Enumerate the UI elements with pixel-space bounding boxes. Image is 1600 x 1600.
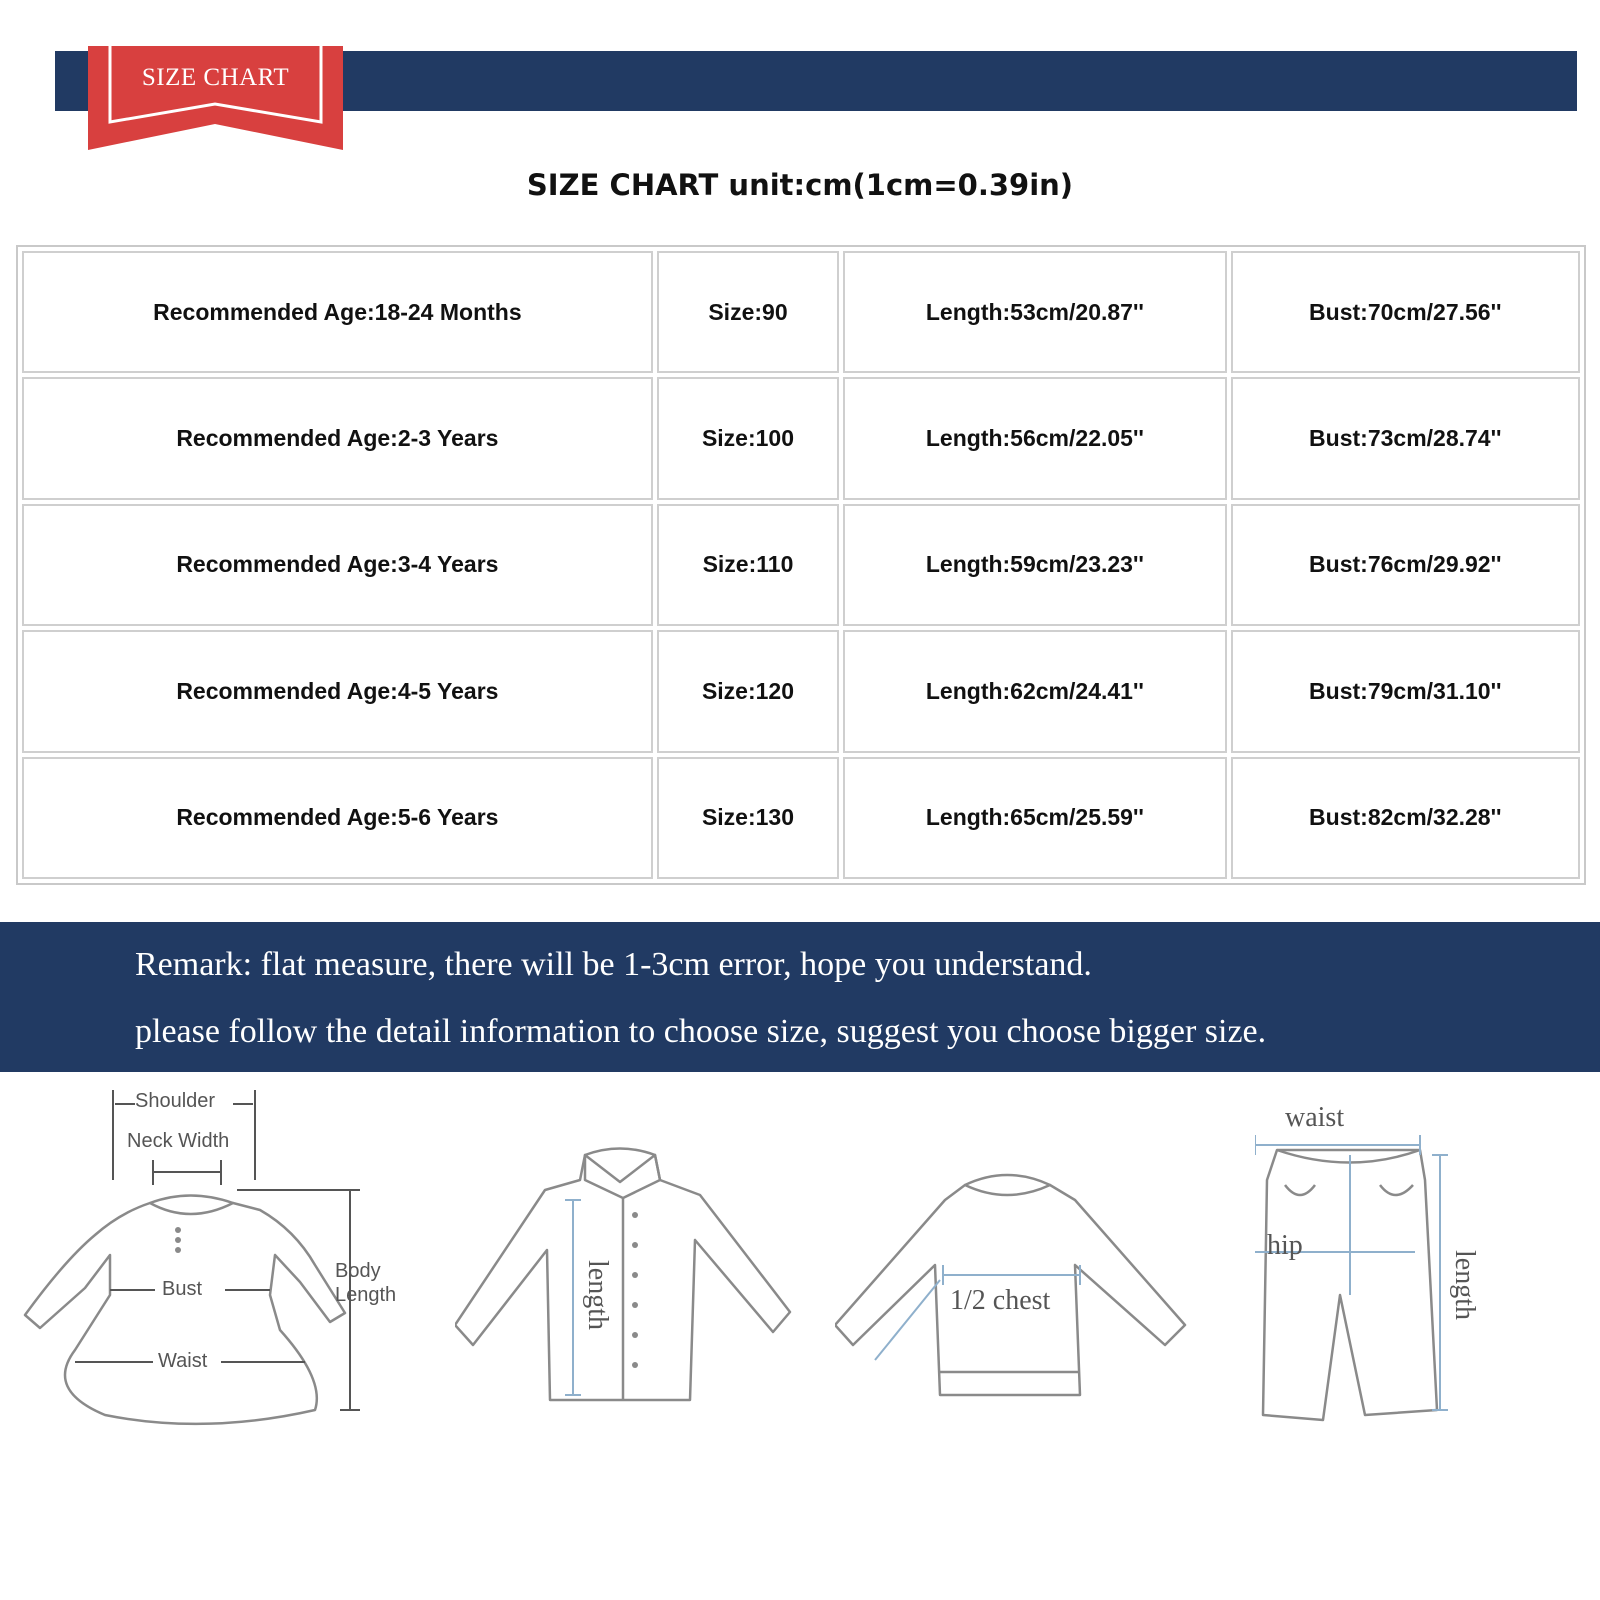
shirt-diagram — [455, 1090, 805, 1420]
bust-cell: Bust:82cm/32.28'' — [1231, 757, 1580, 879]
size-table — [16, 245, 1586, 885]
shirt-outline-icon — [455, 1090, 805, 1420]
bust-cell: Bust:76cm/29.92'' — [1231, 504, 1580, 626]
length-cell: Length:53cm/20.87'' — [843, 251, 1226, 373]
sweater-outline-icon — [835, 1090, 1190, 1420]
bust-cell: Bust:70cm/27.56'' — [1231, 251, 1580, 373]
age-cell: Recommended Age:3-4 Years — [22, 504, 653, 626]
waist-label: waist — [1285, 1102, 1345, 1133]
length-cell: Length:56cm/22.05'' — [843, 377, 1226, 499]
body-length-label-1: Body — [335, 1260, 381, 1282]
body-length-label-2: Length — [335, 1284, 397, 1306]
remark-line-1: Remark: flat measure, there will be 1-3cm error, hope you understand. — [135, 946, 1092, 983]
remark-line-2: please follow the detail information to choose size, suggest you choose bigger size. — [135, 1013, 1267, 1050]
sweater-diagram — [835, 1090, 1190, 1420]
length-cell: Length:65cm/25.59'' — [843, 757, 1226, 879]
age-cell: Recommended Age:18-24 Months — [22, 251, 653, 373]
length-cell: Length:59cm/23.23'' — [843, 504, 1226, 626]
pants-length-label: length — [1449, 1250, 1480, 1320]
table-row — [22, 377, 1580, 499]
table-row — [22, 630, 1580, 752]
age-cell: Recommended Age:5-6 Years — [22, 757, 653, 879]
size-chart-badge — [88, 46, 343, 150]
page-title: SIZE CHART unit:cm(1cm=0.39in) — [526, 168, 1074, 202]
dress-diagram — [15, 1090, 415, 1450]
hip-label: hip — [1267, 1230, 1303, 1261]
table-row — [22, 504, 1580, 626]
age-cell: Recommended Age:2-3 Years — [22, 377, 653, 499]
bust-cell: Bust:73cm/28.74'' — [1231, 377, 1580, 499]
size-cell: Size:90 — [657, 251, 839, 373]
size-cell: Size:110 — [657, 504, 839, 626]
table-row — [22, 251, 1580, 373]
size-cell: Size:100 — [657, 377, 839, 499]
neck-width-label: Neck Width — [127, 1130, 230, 1152]
age-cell: Recommended Age:4-5 Years — [22, 630, 653, 752]
half-chest-label: 1/2 chest — [950, 1285, 1051, 1316]
badge-label: SIZE CHART — [141, 64, 290, 91]
size-cell: Size:120 — [657, 630, 839, 752]
length-cell: Length:62cm/24.41'' — [843, 630, 1226, 752]
table-row — [22, 757, 1580, 879]
shirt-length-label: length — [582, 1260, 613, 1330]
ribbon-shape — [88, 46, 343, 150]
bust-label: Bust — [162, 1278, 203, 1300]
size-cell: Size:130 — [657, 757, 839, 879]
pants-diagram — [1255, 1090, 1495, 1430]
shoulder-label: Shoulder — [135, 1090, 216, 1112]
bust-cell: Bust:79cm/31.10'' — [1231, 630, 1580, 752]
waist-label: Waist — [158, 1350, 208, 1372]
